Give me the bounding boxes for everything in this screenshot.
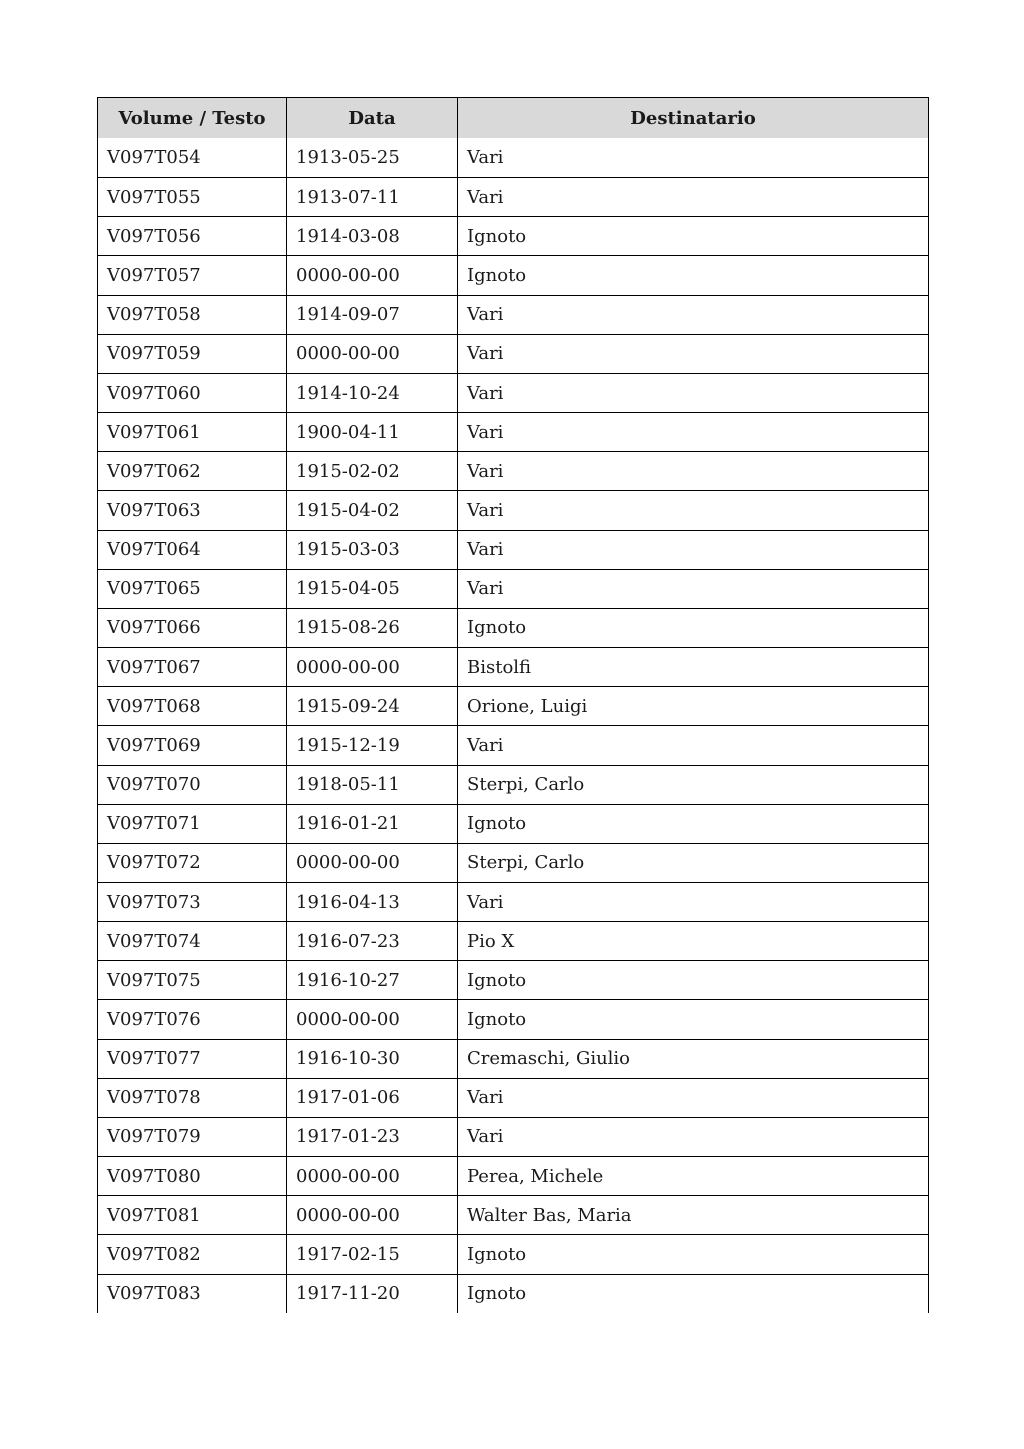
data-cell: 1918-05-11 [286, 766, 457, 804]
destinatario-cell: Ignoto [457, 1000, 928, 1038]
destinatario-cell: Vari [457, 1079, 928, 1117]
data-cell: 1913-07-11 [286, 178, 457, 216]
data-cell: 1915-03-03 [286, 531, 457, 569]
data-cell: 1916-10-30 [286, 1040, 457, 1078]
volume-testo-cell: V097T056 [107, 225, 201, 247]
destinatario-cell: Vari [457, 374, 928, 412]
volume-testo-cell: V097T079 [107, 1126, 201, 1148]
table-row [98, 373, 928, 412]
letters-table [97, 97, 929, 1313]
destinatario-cell: Vari [457, 570, 928, 608]
destinatario-cell: Ignoto [457, 961, 928, 999]
column-header-volume-testo: Volume / Testo [118, 107, 266, 129]
volume-testo-cell: V097T064 [107, 539, 201, 561]
table-header-row [98, 98, 928, 138]
data-cell: 1916-10-27 [286, 961, 457, 999]
table-row [98, 530, 928, 569]
volume-testo-cell: V097T070 [107, 774, 201, 796]
destinatario-cell: Walter Bas, Maria [457, 1196, 928, 1234]
table-row [98, 647, 928, 686]
volume-testo-cell: V097T083 [107, 1283, 201, 1305]
data-cell: 0000-00-00 [286, 648, 457, 686]
volume-testo-cell: V097T063 [107, 499, 201, 521]
volume-testo-cell: V097T073 [107, 891, 201, 913]
data-cell: 1913-05-25 [286, 138, 457, 177]
table-row [98, 608, 928, 647]
destinatario-cell: Vari [457, 726, 928, 764]
destinatario-cell: Ignoto [457, 609, 928, 647]
destinatario-cell: Ignoto [457, 217, 928, 255]
destinatario-cell: Sterpi, Carlo [457, 766, 928, 804]
destinatario-cell: Cremaschi, Giulio [457, 1040, 928, 1078]
data-cell: 1915-08-26 [286, 609, 457, 647]
table-row [98, 1195, 928, 1234]
volume-testo-cell: V097T072 [107, 852, 201, 874]
volume-testo-cell: V097T078 [107, 1087, 201, 1109]
volume-testo-cell: V097T054 [107, 147, 201, 169]
data-cell: 0000-00-00 [286, 1000, 457, 1038]
table-row [98, 686, 928, 725]
volume-testo-cell: V097T058 [107, 304, 201, 326]
destinatario-cell: Ignoto [457, 1235, 928, 1273]
data-cell: 0000-00-00 [286, 844, 457, 882]
table-row [98, 295, 928, 334]
table-row [98, 1039, 928, 1078]
volume-testo-cell: V097T062 [107, 460, 201, 482]
data-cell: 1917-01-06 [286, 1079, 457, 1117]
volume-testo-cell: V097T061 [107, 421, 201, 443]
volume-testo-cell: V097T069 [107, 734, 201, 756]
table-row [98, 843, 928, 882]
volume-testo-cell: V097T068 [107, 695, 201, 717]
volume-testo-cell: V097T055 [107, 186, 201, 208]
table-row [98, 216, 928, 255]
table-row [98, 1274, 928, 1313]
volume-testo-cell: V097T075 [107, 969, 201, 991]
table-row [98, 725, 928, 764]
destinatario-cell: Bistolfi [457, 648, 928, 686]
table-row [98, 1234, 928, 1273]
data-cell: 1914-09-07 [286, 296, 457, 334]
table-row [98, 804, 928, 843]
destinatario-cell: Vari [457, 452, 928, 490]
data-cell: 1915-04-05 [286, 570, 457, 608]
volume-testo-cell: V097T077 [107, 1048, 201, 1070]
volume-testo-cell: V097T081 [107, 1204, 201, 1226]
destinatario-cell: Ignoto [457, 256, 928, 294]
data-cell: 1917-11-20 [286, 1275, 457, 1313]
table-row [98, 999, 928, 1038]
table-row [98, 960, 928, 999]
table-row [98, 1156, 928, 1195]
destinatario-cell: Orione, Luigi [457, 687, 928, 725]
data-cell: 0000-00-00 [286, 335, 457, 373]
data-cell: 1900-04-11 [286, 413, 457, 451]
destinatario-cell: Vari [457, 491, 928, 529]
table-row [98, 882, 928, 921]
data-cell: 0000-00-00 [286, 256, 457, 294]
table-row [98, 451, 928, 490]
destinatario-cell: Pio X [457, 922, 928, 960]
data-cell: 1914-03-08 [286, 217, 457, 255]
data-cell: 0000-00-00 [286, 1157, 457, 1195]
data-cell: 1915-09-24 [286, 687, 457, 725]
data-cell: 1914-10-24 [286, 374, 457, 412]
data-cell: 1917-01-23 [286, 1118, 457, 1156]
volume-testo-cell: V097T066 [107, 617, 201, 639]
volume-testo-cell: V097T080 [107, 1165, 201, 1187]
destinatario-cell: Vari [457, 178, 928, 216]
table-row [98, 765, 928, 804]
destinatario-cell: Vari [457, 531, 928, 569]
table-body [98, 138, 928, 1313]
data-cell: 1916-04-13 [286, 883, 457, 921]
table-row [98, 490, 928, 529]
table-row [98, 138, 928, 177]
table-row [98, 177, 928, 216]
destinatario-cell: Vari [457, 1118, 928, 1156]
table-row [98, 1117, 928, 1156]
table-row [98, 569, 928, 608]
destinatario-cell: Vari [457, 413, 928, 451]
destinatario-cell: Vari [457, 335, 928, 373]
destinatario-cell: Vari [457, 138, 928, 177]
data-cell: 1916-07-23 [286, 922, 457, 960]
table-row [98, 255, 928, 294]
destinatario-cell: Sterpi, Carlo [457, 844, 928, 882]
table-row [98, 334, 928, 373]
volume-testo-cell: V097T065 [107, 578, 201, 600]
destinatario-cell: Ignoto [457, 1275, 928, 1313]
volume-testo-cell: V097T067 [107, 656, 201, 678]
destinatario-cell: Vari [457, 883, 928, 921]
data-cell: 1915-04-02 [286, 491, 457, 529]
volume-testo-cell: V097T060 [107, 382, 201, 404]
volume-testo-cell: V097T074 [107, 930, 201, 952]
data-cell: 1915-02-02 [286, 452, 457, 490]
volume-testo-cell: V097T071 [107, 813, 201, 835]
table-row [98, 921, 928, 960]
volume-testo-cell: V097T057 [107, 265, 201, 287]
data-cell: 1917-02-15 [286, 1235, 457, 1273]
table-row [98, 1078, 928, 1117]
volume-testo-cell: V097T076 [107, 1009, 201, 1031]
table-row [98, 412, 928, 451]
data-cell: 0000-00-00 [286, 1196, 457, 1234]
column-header-destinatario: Destinatario [457, 98, 928, 138]
destinatario-cell: Ignoto [457, 805, 928, 843]
volume-testo-cell: V097T082 [107, 1243, 201, 1265]
data-cell: 1916-01-21 [286, 805, 457, 843]
volume-testo-cell: V097T059 [107, 343, 201, 365]
destinatario-cell: Perea, Michele [457, 1157, 928, 1195]
column-header-data: Data [286, 98, 457, 138]
destinatario-cell: Vari [457, 296, 928, 334]
data-cell: 1915-12-19 [286, 726, 457, 764]
